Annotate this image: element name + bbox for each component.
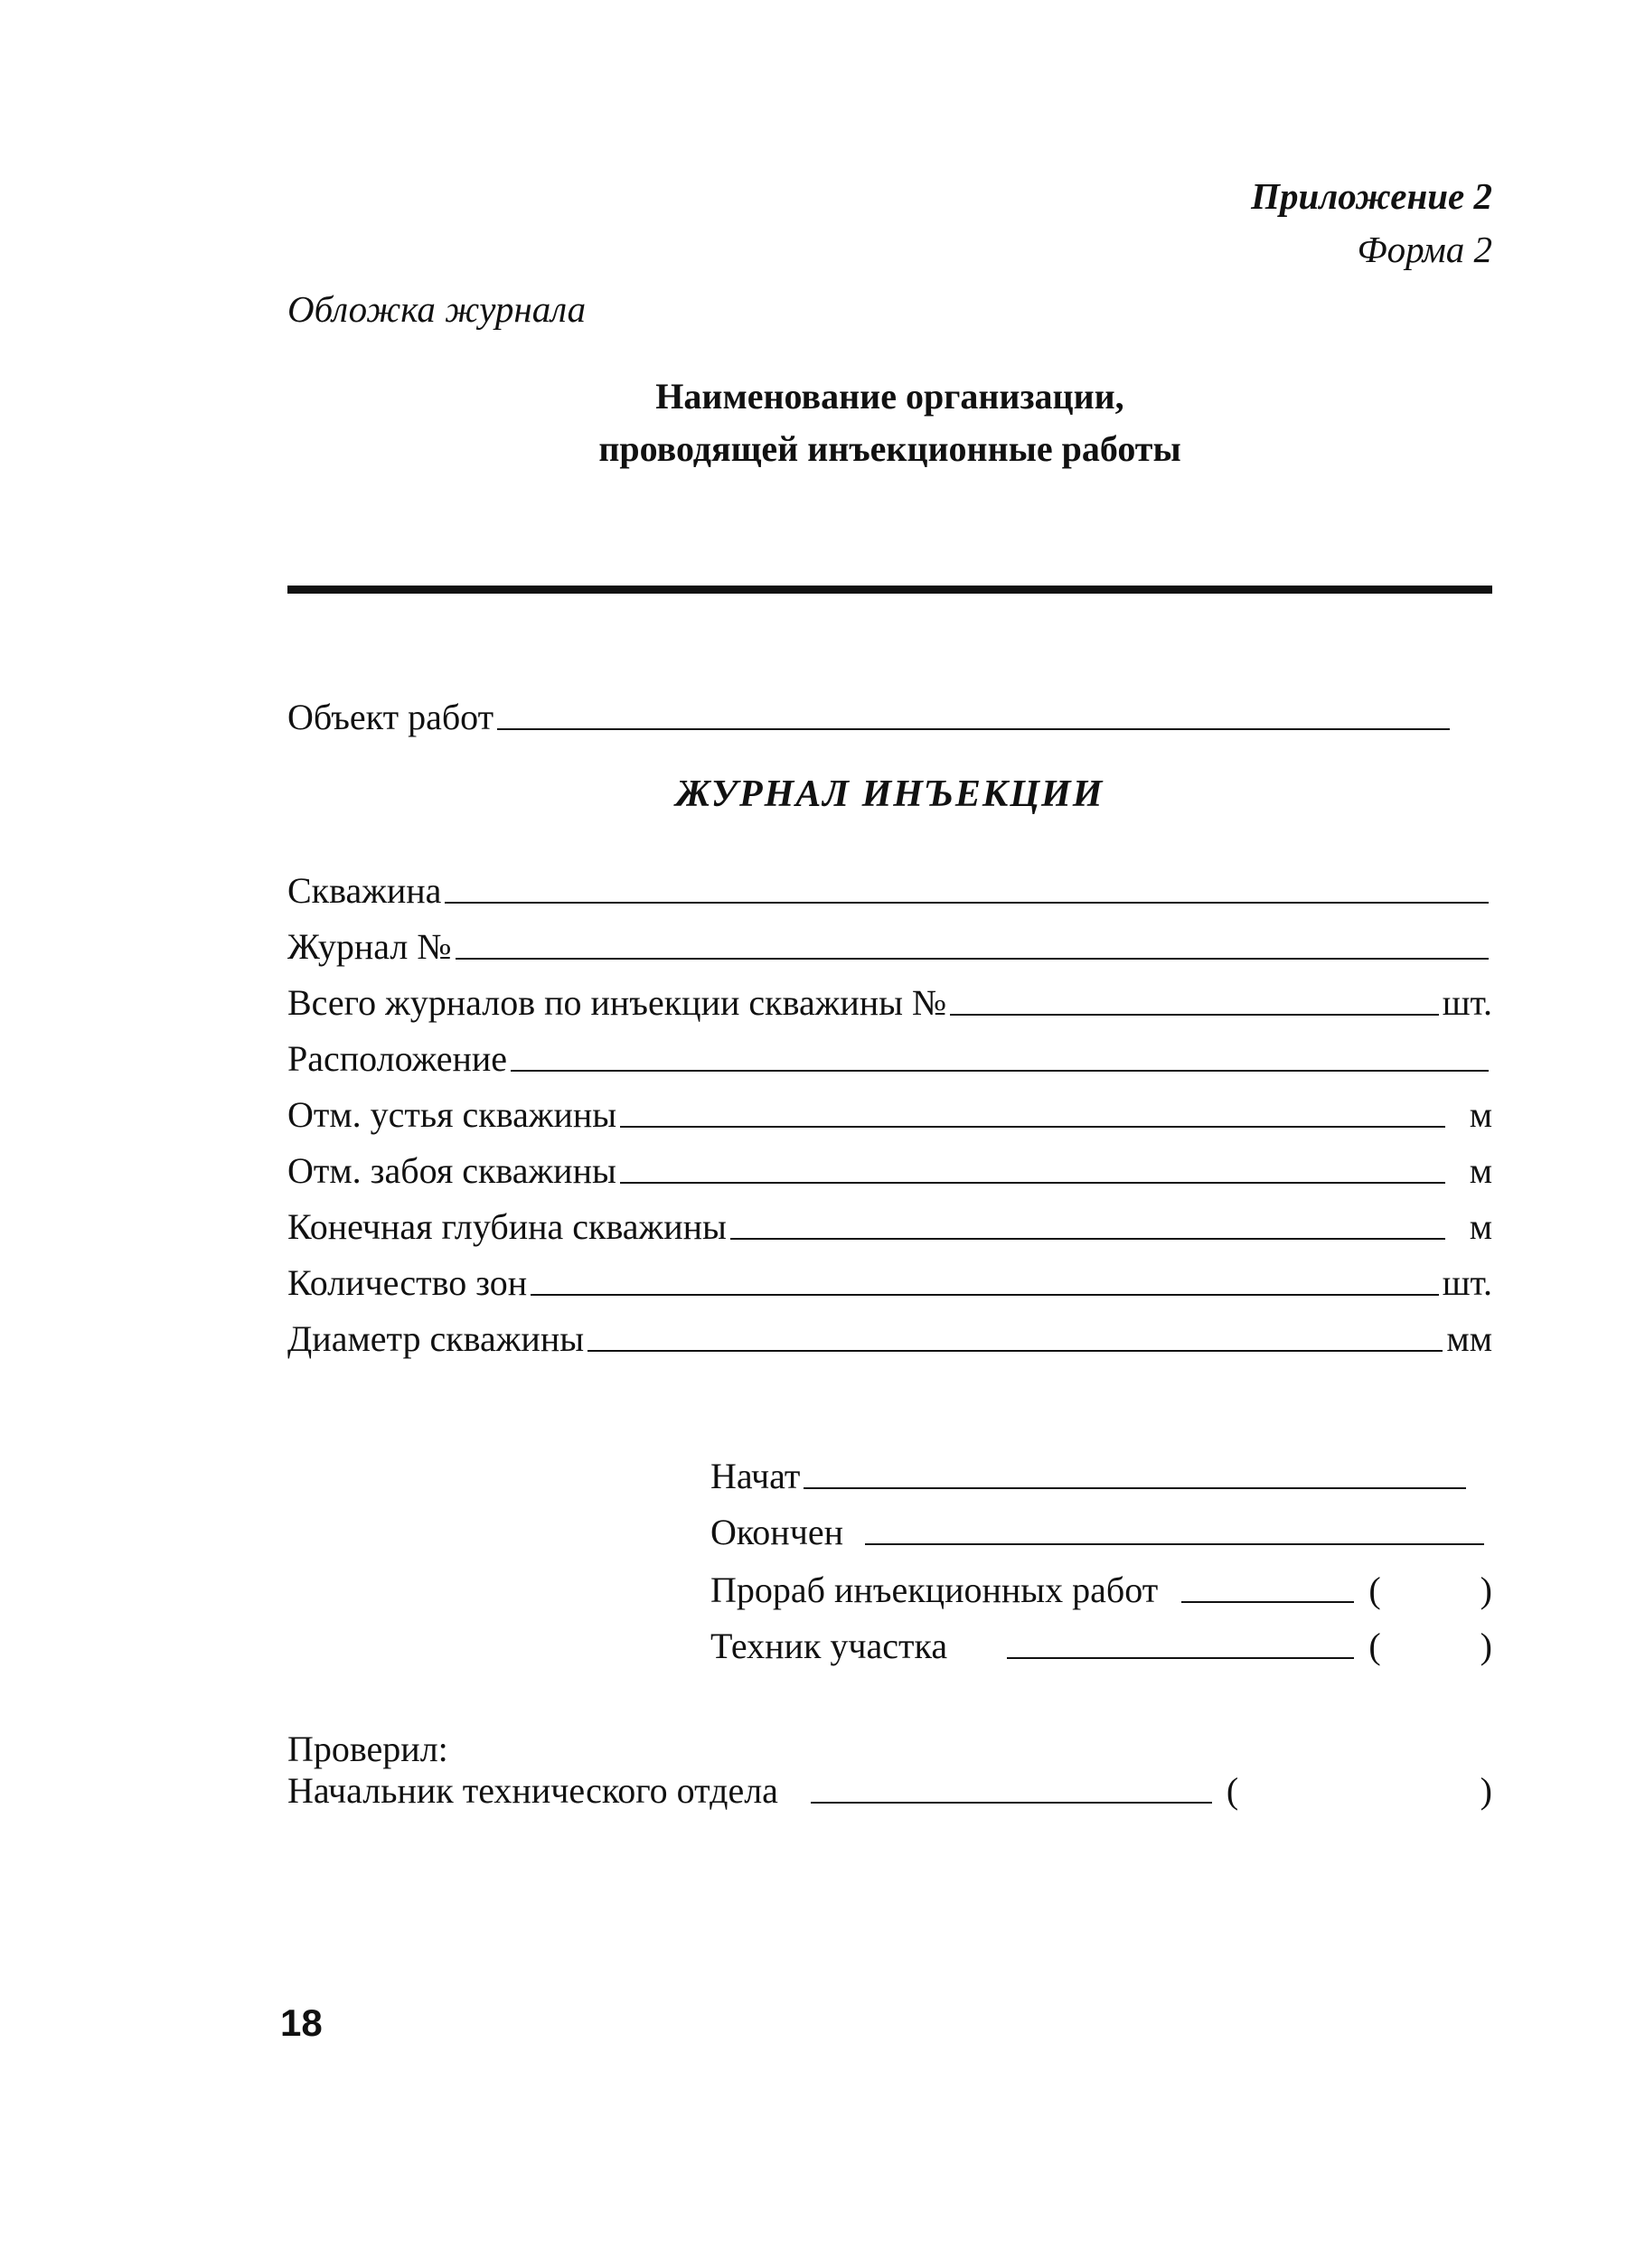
field-row-journal-number — [287, 925, 1492, 969]
field-label: Всего журналов по инъекции скважины № — [287, 982, 947, 1023]
field-label: Количество зон — [287, 1262, 528, 1303]
checked-label: Проверил: — [287, 1729, 448, 1769]
cover-label: Обложка журнала — [287, 288, 587, 330]
field-label: Диаметр скважины — [287, 1318, 585, 1359]
finished-field — [710, 1511, 1488, 1554]
finished-label: Окончен — [710, 1512, 843, 1552]
field-blank-line[interactable] — [531, 1294, 1439, 1296]
field-row-final-depth — [287, 1205, 1492, 1249]
field-row-diameter — [287, 1317, 1492, 1361]
field-unit: шт. — [1442, 982, 1492, 1023]
field-unit: мм — [1446, 1318, 1492, 1359]
organization-name — [287, 370, 1492, 475]
foreman-paren-open: ( — [1368, 1570, 1381, 1610]
field-blank-line[interactable] — [511, 1070, 1489, 1072]
field-label: Скважина — [287, 870, 442, 911]
field-label: Отм. забоя скважины — [287, 1150, 616, 1191]
field-blank-line[interactable] — [588, 1350, 1443, 1352]
foreman-field — [710, 1569, 1492, 1612]
field-unit: шт. — [1442, 1262, 1492, 1303]
object-blank-line[interactable] — [497, 728, 1450, 730]
field-label: Расположение — [287, 1038, 508, 1079]
field-row-collar-elevation — [287, 1093, 1492, 1137]
field-blank-line[interactable] — [950, 1014, 1439, 1016]
department-head-label: Начальник технического отдела — [287, 1770, 778, 1811]
field-unit: м — [1469, 1094, 1492, 1135]
field-label: Журнал № — [287, 926, 452, 967]
field-row-bottom-elevation — [287, 1149, 1492, 1193]
started-label: Начат — [710, 1456, 801, 1496]
object-label: Объект работ — [287, 697, 494, 737]
field-blank-line[interactable] — [445, 902, 1489, 904]
field-blank-line[interactable] — [730, 1238, 1445, 1240]
organization-line-1: Наименование организации, — [655, 376, 1124, 417]
department-head-paren-close: ) — [1480, 1770, 1492, 1811]
department-head-field — [287, 1769, 1492, 1813]
journal-title: ЖУРНАЛ ИНЪЕКЦИИ — [675, 773, 1104, 815]
field-blank-line[interactable] — [620, 1126, 1445, 1128]
foreman-paren-close: ) — [1480, 1570, 1492, 1610]
object-field — [287, 696, 1453, 739]
finished-blank-line[interactable] — [865, 1543, 1484, 1545]
technician-paren-open: ( — [1368, 1626, 1381, 1666]
department-head-signature-line[interactable] — [811, 1802, 1212, 1804]
page-number: 18 — [280, 2001, 323, 2044]
field-blank-line[interactable] — [456, 958, 1489, 960]
field-label: Отм. устья скважины — [287, 1094, 617, 1135]
form-label: Форма 2 — [1357, 229, 1492, 270]
department-head-paren-open: ( — [1226, 1770, 1239, 1811]
field-unit: м — [1469, 1150, 1492, 1191]
foreman-signature-line[interactable] — [1181, 1601, 1354, 1603]
thick-divider — [287, 586, 1492, 594]
started-blank-line[interactable] — [804, 1487, 1466, 1489]
field-label: Конечная глубина скважины — [287, 1206, 727, 1247]
field-row-well — [287, 869, 1492, 913]
organization-line-2: проводящей инъекционные работы — [598, 428, 1181, 469]
appendix-label: Приложение 2 — [1251, 175, 1492, 217]
field-blank-line[interactable] — [620, 1182, 1445, 1184]
field-row-zone-count — [287, 1261, 1492, 1305]
field-row-total-journals — [287, 981, 1492, 1025]
technician-field — [710, 1625, 1492, 1668]
technician-paren-close: ) — [1480, 1626, 1492, 1666]
foreman-label: Прораб инъекционных работ — [710, 1570, 1159, 1610]
field-row-location — [287, 1037, 1492, 1081]
field-unit: м — [1469, 1206, 1492, 1247]
technician-label: Техник участка — [710, 1626, 948, 1666]
started-field — [710, 1455, 1470, 1498]
technician-signature-line[interactable] — [1007, 1657, 1354, 1659]
